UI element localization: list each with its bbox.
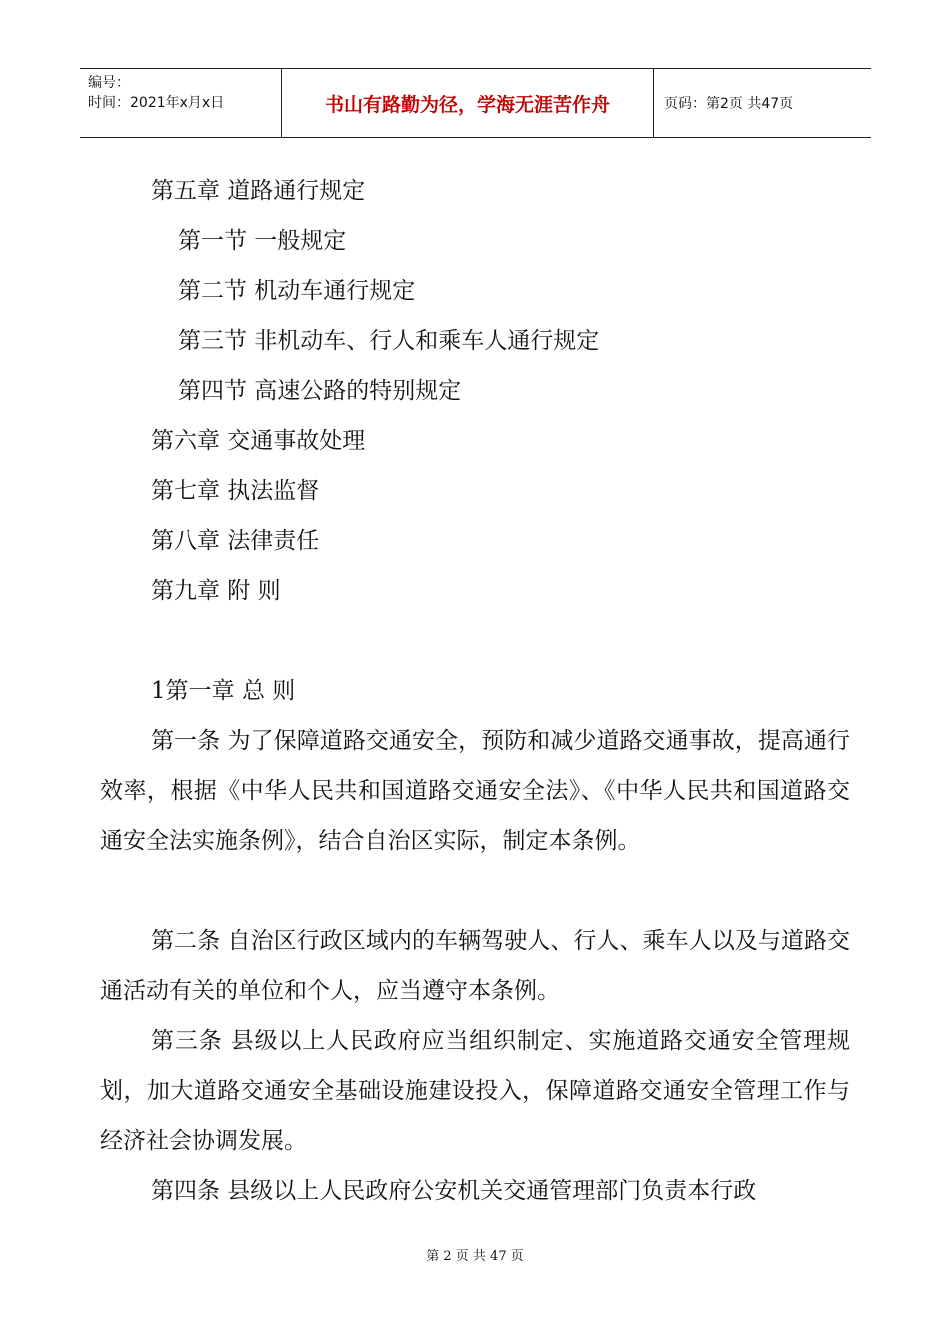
toc-item: 第一节 一般规定 (178, 228, 347, 254)
document-date: 时间：2021年x月x日 (88, 95, 225, 111)
chapter-heading: 1第一章 总 则 (151, 678, 296, 704)
article-paragraph: 第四条 县级以上人民政府公安机关交通管理部门负责本行政 (151, 1178, 757, 1204)
toc-item: 第八章 法律责任 (151, 528, 320, 554)
toc-item: 第四节 高速公路的特别规定 (178, 378, 462, 404)
article-paragraph: 第二条 自治区行政区域内的车辆驾驶人、行人、乘车人以及与道路交通活动有关的单位和个人，应当遵守本条例。 (100, 928, 850, 1004)
toc-item: 第三节 非机动车、行人和乘车人通行规定 (178, 328, 600, 354)
toc-item: 第五章 道路通行规定 (151, 178, 366, 204)
toc-item: 第六章 交通事故处理 (151, 428, 366, 454)
document-code-label: 编号： (88, 75, 130, 91)
toc-item: 第九章 附 则 (151, 578, 281, 604)
article-paragraph: 第三条 县级以上人民政府应当组织制定、实施道路交通安全管理规划，加大道路交通安全基础设施建设投入，保障道路交通安全管理工作与经济社会协调发展。 (100, 1028, 850, 1154)
header-page-info: 页码：第2页 共47页 (664, 96, 794, 112)
page-footer: 第 2 页 共 47 页 (426, 1249, 524, 1264)
header-motto: 书山有路勤为径，学海无涯苦作舟 (282, 69, 654, 137)
article-paragraph: 第一条 为了保障道路交通安全，预防和减少道路交通事故，提高通行效率，根据《中华人民共和国道路交通安全法》、《中华人民共和国道路交通安全法实施条例》，结合自治区实际，制定本条例。 (100, 728, 850, 854)
header-meta (80, 69, 282, 137)
header-table (80, 68, 871, 138)
toc-item: 第二节 机动车通行规定 (178, 278, 416, 304)
toc-item: 第七章 执法监督 (151, 478, 320, 504)
